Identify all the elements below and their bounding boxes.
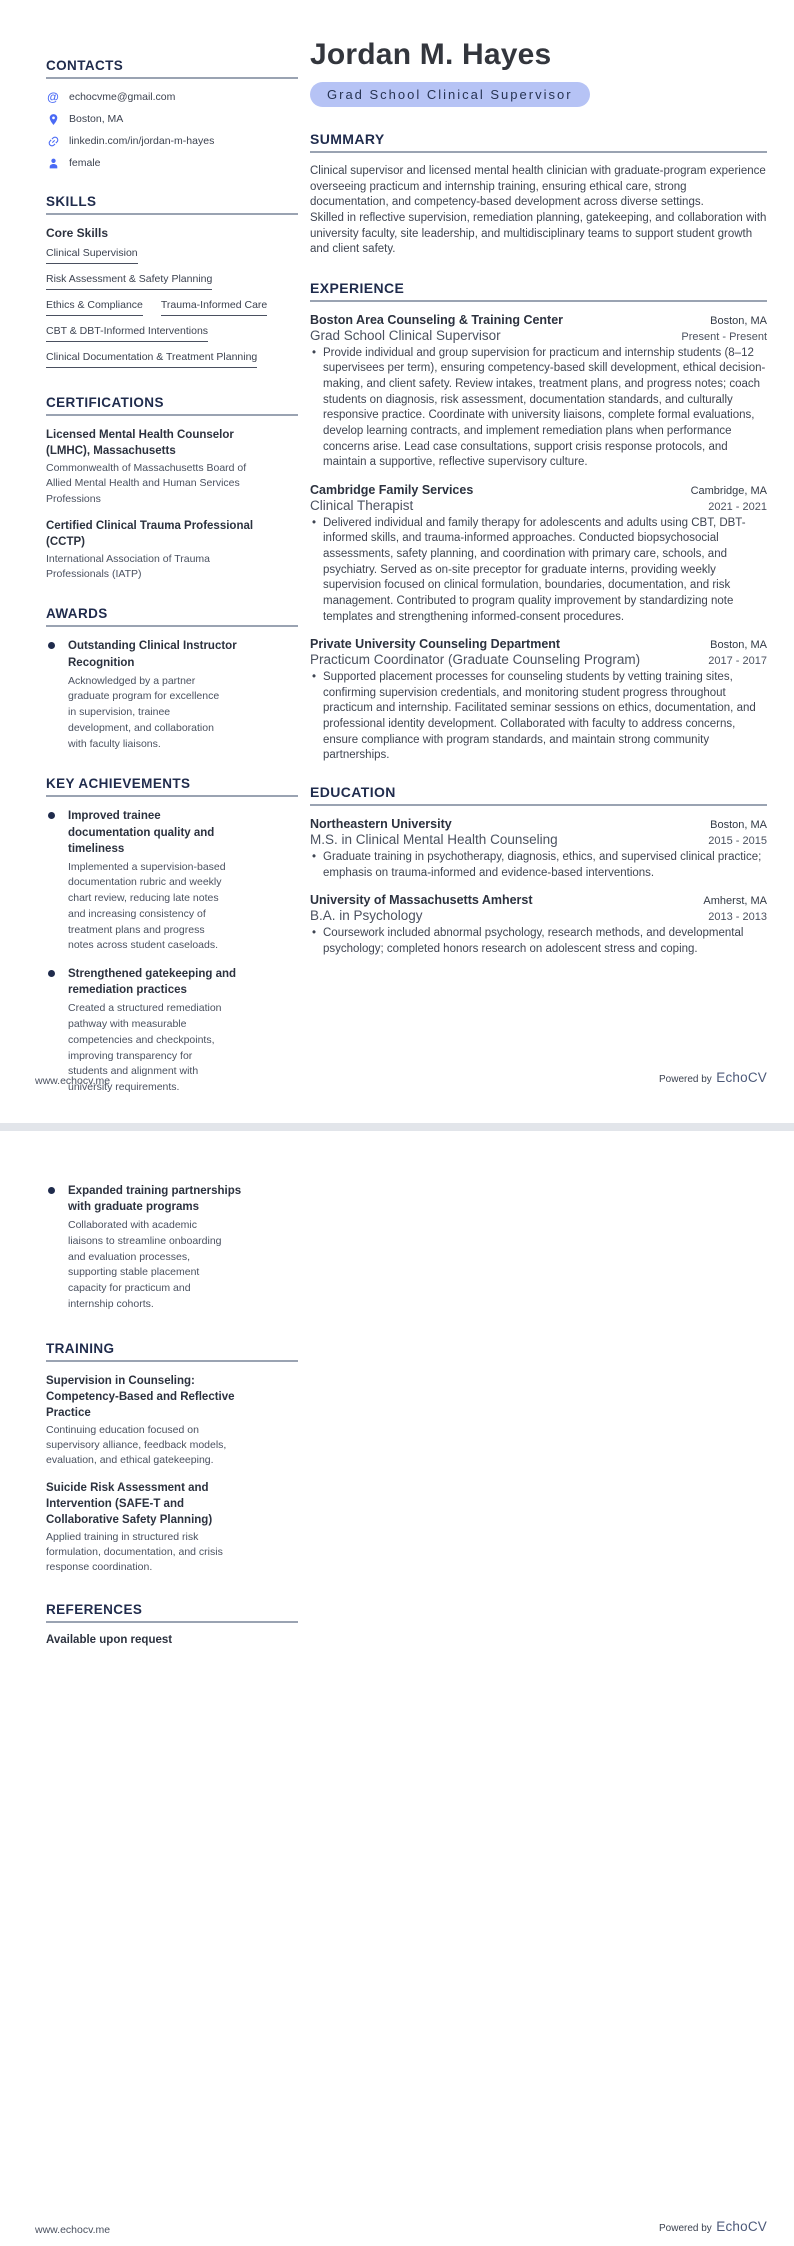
training-title: Supervision in Counseling: Competency-Based and Reflective Practice xyxy=(46,1374,235,1419)
certification-title: Licensed Mental Health Counselor (LMHC), Massachusetts xyxy=(46,429,234,458)
experience-bullet: • Delivered individual and family therapy for adolescents and adults using CBT, DBT-informed skills, and trauma-informed approaches. Conducted biopsychosocial assessments, safety planning, and coordination with primary care, schools, and psychiatry. Served as on-site preceptor for graduate interns, providing weekly supervision focused on clinical formulation, boundaries, documentation, and risk management. Contributed to program quality improvement by standardizing note templates and strengthening informed-consent procedures. xyxy=(310,516,767,625)
certifications-section xyxy=(46,395,298,582)
awards-heading: AWARDS xyxy=(46,606,108,622)
main-column-empty xyxy=(298,1131,767,1664)
page-break xyxy=(0,1123,794,1131)
contact-linkedin-text: linkedin.com/in/jordan-m-hayes xyxy=(69,135,215,147)
contact-gender xyxy=(46,156,298,170)
education-entry xyxy=(310,893,767,957)
education-heading: EDUCATION xyxy=(310,783,396,800)
key-achievements-heading: KEY ACHIEVEMENTS xyxy=(46,776,191,792)
footer-powered-prefix: Powered by xyxy=(659,2223,712,2234)
certification-title: Certified Clinical Trauma Professional (CCTP) xyxy=(46,519,254,548)
section-divider xyxy=(310,300,767,302)
training-desc: Applied training in structured risk formulation, documentation, and crisis response coordination. xyxy=(46,1530,223,1574)
page-footer xyxy=(35,2218,767,2236)
bullet-dot-icon xyxy=(48,1187,55,1194)
experience-location: Boston, MA xyxy=(710,314,767,327)
section-divider xyxy=(46,1621,298,1623)
footer-site-link[interactable]: www.echocv.me xyxy=(35,2224,111,2236)
footer-powered xyxy=(659,1069,767,1087)
experience-entry xyxy=(310,637,767,764)
skill-item: Clinical Documentation & Treatment Planning xyxy=(46,351,257,368)
education-entry xyxy=(310,817,767,881)
experience-bullet: • Supported placement processes for counseling students by vetting training sites, confirming supervision credentials, and monitoring student progress throughout practicum and internship. Facilitated seminar sessions on ethics, documentation, and professional identity development. Collaborated with faculty to address concerns, ensure compliance with program standards, and maintain strong community partnerships. xyxy=(310,670,767,764)
footer-site-link[interactable]: www.echocv.me xyxy=(35,1075,111,1087)
experience-title: Clinical Therapist xyxy=(310,497,414,513)
key-achievements-section xyxy=(46,776,298,1095)
award-item xyxy=(46,638,242,752)
person-icon xyxy=(46,156,60,170)
experience-title: Grad School Clinical Supervisor xyxy=(310,327,501,343)
training-item xyxy=(46,1480,242,1576)
experience-heading: EXPERIENCE xyxy=(310,279,405,296)
contact-location-text: Boston, MA xyxy=(69,113,124,125)
training-heading: TRAINING xyxy=(46,1340,115,1356)
experience-dates: 2021 - 2021 xyxy=(708,500,767,513)
resume-page-2 xyxy=(0,1131,794,2246)
experience-company: Boston Area Counseling & Training Center xyxy=(310,312,564,327)
certification-org: International Association of Trauma Professionals (IATP) xyxy=(46,553,211,581)
contacts-section xyxy=(46,58,298,170)
section-divider xyxy=(46,1360,298,1362)
certification-org: Commonwealth of Massachusetts Board of Allied Mental Health and Human Services Professions xyxy=(46,462,247,505)
section-divider xyxy=(310,804,767,806)
bullet-dot-icon xyxy=(48,642,55,649)
education-section xyxy=(310,784,767,958)
achievement-desc: Implemented a supervision-based documentation rubric and weekly chart review, reducing late notes and increasing consistency of treatment plans and progress notes across student caseloads. xyxy=(68,860,226,952)
sidebar-continued xyxy=(46,1131,298,1664)
bullet-dot-icon xyxy=(48,812,55,819)
main-column xyxy=(298,0,767,1114)
experience-title: Practicum Coordinator (Graduate Counseling Program) xyxy=(310,652,641,668)
certification-item xyxy=(46,518,258,583)
skill-item: Clinical Supervision xyxy=(46,247,138,264)
award-title: Outstanding Clinical Instructor Recognition xyxy=(68,640,237,669)
candidate-name: Jordan M. Hayes xyxy=(310,38,552,71)
echocv-logo: EchoCV xyxy=(716,1070,767,1085)
references-heading: REFERENCES xyxy=(46,1601,143,1617)
experience-dates: Present - Present xyxy=(681,330,767,343)
education-bullet: • Graduate training in psychotherapy, diagnosis, ethics, and supervised clinical practice; emphasis on trauma-informed and evidence-based interventions. xyxy=(310,850,767,881)
achievement-title: Strengthened gatekeeping and remediation practices xyxy=(68,968,237,997)
certification-item xyxy=(46,427,258,507)
experience-entry xyxy=(310,483,767,625)
education-degree: B.A. in Psychology xyxy=(310,908,423,924)
education-bullet: • Coursework included abnormal psychology, research methods, and developmental psychology; completed honors research on adolescent stress and coping. xyxy=(310,926,767,957)
experience-company: Private University Counseling Department xyxy=(310,637,561,652)
achievement-item xyxy=(46,808,242,954)
training-desc: Continuing education focused on supervisory alliance, feedback models, evaluation, and ethical gatekeeping. xyxy=(46,1423,227,1467)
achievement-item xyxy=(46,1183,242,1313)
achievement-title: Improved trainee documentation quality and timeliness xyxy=(68,810,215,855)
key-achievements-continued xyxy=(46,1183,298,1313)
award-desc: Acknowledged by a partner graduate program for excellence in supervision, trainee development, and collaboration with faculty liaisons. xyxy=(68,674,220,750)
education-location: Amherst, MA xyxy=(703,895,767,908)
experience-location: Cambridge, MA xyxy=(690,484,767,497)
achievement-desc: Collaborated with academic liaisons to streamline onboarding and evaluation processes, supporting stable placement capacity for practicum and internship cohorts. xyxy=(68,1219,222,1310)
awards-section xyxy=(46,606,298,752)
summary-paragraph: Clinical supervisor and licensed mental health clinician with graduate-program experience overseeing practicum and internship training, ensuring ethical care, strong documentation, and competency-based development across diverse settings. xyxy=(310,165,766,209)
contact-linkedin[interactable] xyxy=(46,134,298,148)
contact-gender-text: female xyxy=(69,157,101,169)
training-section xyxy=(46,1341,298,1576)
experience-section xyxy=(310,280,767,764)
footer-powered-prefix: Powered by xyxy=(659,1074,712,1085)
footer-powered xyxy=(659,2218,767,2236)
echocv-logo: EchoCV xyxy=(716,2219,767,2234)
achievement-desc: Created a structured remediation pathway with measurable competencies and checkpoints, improving transparency for students and alignment with university requirements. xyxy=(68,1002,222,1094)
section-divider xyxy=(310,151,767,153)
achievement-title: Expanded training partnerships with graduate programs xyxy=(68,1185,242,1214)
contact-location xyxy=(46,112,298,126)
location-pin-icon xyxy=(46,112,60,126)
skill-item: Risk Assessment & Safety Planning xyxy=(46,273,212,290)
experience-location: Boston, MA xyxy=(710,639,767,652)
education-location: Boston, MA xyxy=(710,818,767,831)
page-footer xyxy=(35,1069,767,1087)
section-divider xyxy=(46,414,298,416)
experience-entry xyxy=(310,313,767,471)
education-dates: 2015 - 2015 xyxy=(708,834,767,847)
experience-dates: 2017 - 2017 xyxy=(708,655,767,668)
contacts-heading: CONTACTS xyxy=(46,58,124,73)
section-divider xyxy=(46,625,298,627)
summary-heading: SUMMARY xyxy=(310,131,385,147)
summary-section xyxy=(310,131,767,258)
education-school: Northeastern University xyxy=(310,816,452,831)
section-divider xyxy=(46,77,298,79)
skill-item: Trauma-Informed Care xyxy=(161,299,267,316)
section-divider xyxy=(46,795,298,797)
bullet-dot-icon xyxy=(48,970,55,977)
experience-bullet: • Provide individual and group supervision for practicum and internship students (8–12 supervisees per term), ensuring competency-based skill development, ethical decision-making, and client safety. Review intakes, treatment plans, and progress notes; coach students on diagnosis, risk assessment, documentation standards, and culturally responsive practice. Coordinate with university liaisons, complete formal evaluations, develop learning contracts, and implement remediation plans when performance concerns arise. Lead case consultations, support crisis response protocols, and maintain a supportive, reflective supervisory culture. xyxy=(310,346,767,471)
references-text: Available upon request xyxy=(46,1633,173,1646)
certifications-heading: CERTIFICATIONS xyxy=(46,395,164,410)
education-degree: M.S. in Clinical Mental Health Counseling xyxy=(310,831,558,847)
experience-company: Cambridge Family Services xyxy=(310,482,474,497)
contact-email[interactable] xyxy=(46,90,298,104)
training-title: Suicide Risk Assessment and Intervention (SAFE-T and Collaborative Safety Planning) xyxy=(46,1481,213,1526)
contact-email-text: echocvme@gmail.com xyxy=(69,91,176,103)
summary-paragraph: Skilled in reflective supervision, remediation planning, gatekeeping, and collaboration with university faculty, site leadership, and multidisciplinary teams to support student growth and client safety. xyxy=(310,211,767,256)
education-school: University of Massachusetts Amherst xyxy=(310,893,533,908)
skill-item: Ethics & Compliance xyxy=(46,299,143,316)
skill-item: CBT & DBT-Informed Interventions xyxy=(46,325,208,342)
skills-group-title: Core Skills xyxy=(46,226,109,240)
education-dates: 2013 - 2013 xyxy=(708,911,767,924)
skills-section xyxy=(46,194,298,368)
skills-heading: SKILLS xyxy=(46,194,97,209)
at-icon: @ xyxy=(47,90,59,104)
role-badge: Grad School Clinical Supervisor xyxy=(310,82,590,107)
references-section xyxy=(46,1602,298,1646)
training-item xyxy=(46,1373,242,1469)
section-divider xyxy=(46,213,298,215)
link-icon xyxy=(46,134,60,148)
sidebar xyxy=(46,0,298,1114)
